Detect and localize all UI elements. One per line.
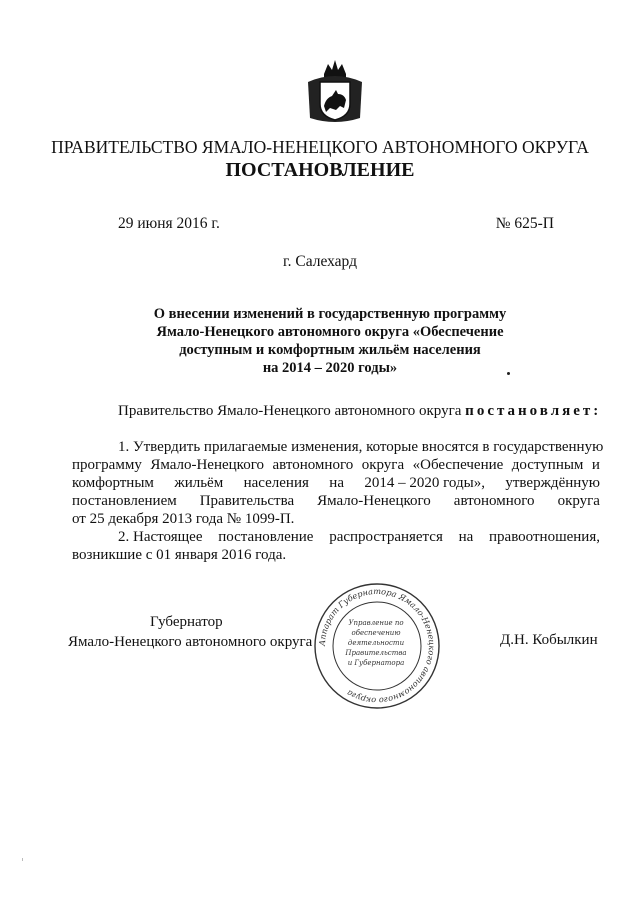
signatory-title: Губернатор (150, 614, 223, 630)
document-type: ПОСТАНОВЛЕНИЕ (225, 159, 415, 181)
clause-line: возникшие с 01 января 2016 года. (72, 547, 287, 563)
stamp-ring-text: Аппарат Губернатора Ямало-Ненецкого автономного округа (316, 585, 438, 707)
title-line: на 2014 – 2020 годы» (262, 360, 398, 376)
document-date: 29 июня 2016 г. (118, 215, 220, 232)
preamble-keyword: постановляет: (465, 403, 602, 419)
clause-1 (72, 438, 604, 528)
margin-mark (22, 858, 23, 861)
organization-name: ПРАВИТЕЛЬСТВО ЯМАЛО-НЕНЕЦКОГО АВТОНОМНОГО ОКРУГА (51, 137, 589, 157)
clause-2 (72, 528, 600, 564)
clause-line: программу Ямало-Ненецкого автономного округа «Обеспечение доступным и (72, 457, 600, 473)
title-line: доступным и комфортным жильём населения (179, 342, 481, 358)
ink-dot (507, 372, 510, 375)
title-line: О внесении изменений в государственную программу (153, 306, 507, 322)
clause-line: от 25 декабря 2013 года № 1099-П. (72, 511, 295, 527)
document-title (100, 305, 560, 377)
coat-of-arms-icon (302, 56, 368, 126)
signatory-organization: Ямало-Ненецкого автономного округа (68, 634, 313, 650)
preamble-text: Правительство Ямало-Ненецкого автономного округа (118, 403, 462, 419)
clause-line: постановлением Правительства Ямало-Ненецкого автономного округа (72, 493, 600, 509)
preamble (118, 403, 601, 420)
clause-line: 2. Настоящее постановление распространяется на правоотношения, (118, 529, 600, 545)
clause-line: комфортным жильём населения на 2014 – 2020 годы», утверждённую (72, 475, 600, 491)
stamp-center-text: Управление по обеспечению деятельности Правительства и Губернатора (345, 619, 407, 667)
title-line: Ямало-Ненецкого автономного округа «Обеспечение (156, 324, 504, 340)
clause-line: 1. Утвердить прилагаемые изменения, которые вносятся в государственную (118, 439, 604, 455)
signatory-name: Д.Н. Кобылкин (500, 632, 598, 648)
signature-block (68, 612, 318, 652)
document-number: № 625-П (495, 215, 554, 232)
document-city: г. Салехард (283, 253, 357, 270)
